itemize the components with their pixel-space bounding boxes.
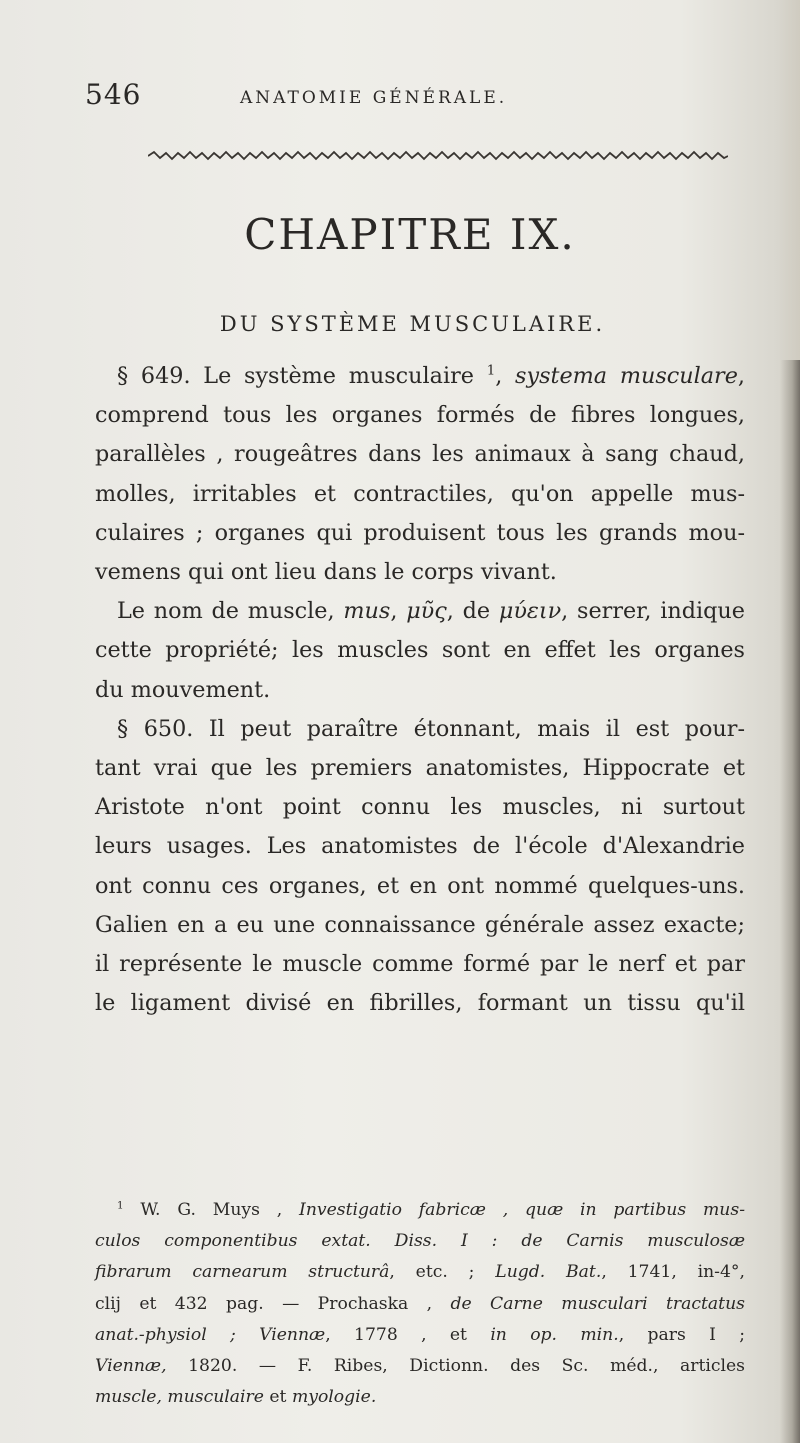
text-line: il représente le muscle comme formé par le nerf et par [95,951,745,978]
text-line: tant vrai que les premiers anatomistes, Hippocrate et [95,755,745,782]
footnotes [95,1195,745,1413]
footnote-line: Viennæ, 1820. — F. Ribes, Dictionn. des Sc. méd., articles [95,1356,746,1377]
footnote-ref: 1 [486,363,496,379]
text-line: comprend tous les organes formés de fibres longues, [95,402,745,429]
footnote-line: culos componentibus extat. Diss. I : de Carnis musculosæ [95,1231,745,1252]
text-line: vemens qui ont lieu dans le corps vivant. [95,559,557,586]
footnote-line: $^1$ W. G. Muys , Investigatio fabricæ , quæ in partibus mus- [117,1199,746,1220]
page-number: 546 [85,78,142,111]
running-head: ANATOMIE GÉNÉRALE. [240,88,508,108]
chapter-title: CHAPITRE IX. [244,210,576,259]
text-line: du mouvement. [95,676,271,703]
footnote-marker: 1 [117,1199,124,1212]
text-line: parallèles , rougeâtres dans les animaux à sang chaud, [95,441,745,468]
footnote-line: fibrarum carnearum structurâ, etc. ; Lugd. Bat., 1741, in-4°, [95,1262,745,1283]
text-line: le ligament divisé en fibrilles, formant un tissu qu'il [95,990,745,1017]
decorative-rule [148,150,728,162]
text-line: § 650. Il peut paraître étonnant, mais il est pour- [117,715,745,742]
text-line: Le nom de muscle, mus, μῦς, de μύειν, serrer, indique [117,598,745,625]
footnote-line: clij et 432 pag. — Prochaska , de Carne musculari tractatus [95,1293,745,1314]
text-line: § 649. Le système musculaire $^1$, systema musculare, [117,363,746,389]
text-line: Galien en a eu une connaissance générale assez exacte; [95,911,745,938]
text-line: leurs usages. Les anatomistes de l'école d'Alexandrie [95,833,745,860]
text-line: molles, irritables et contractiles, qu'on appelle mus- [95,480,745,507]
text-line: Aristote n'ont point connu les muscles, ni surtout [95,794,745,821]
text-line: ont connu ces organes, et en ont nommé quelques-uns. [95,872,745,899]
page-edge-shadow [780,360,800,1443]
footnote-line: muscle, musculaire et myologie. [95,1387,377,1408]
text-line: cette propriété; les muscles sont en effet les organes [95,637,745,664]
chapter-subtitle: DU SYSTÈME MUSCULAIRE. [219,312,606,336]
body-text [95,357,745,1023]
text-line: culaires ; organes qui produisent tous les grands mou- [95,519,745,546]
footnote-line: anat.-physiol ; Viennæ, 1778 , et in op. min., pars I ; [95,1324,746,1345]
